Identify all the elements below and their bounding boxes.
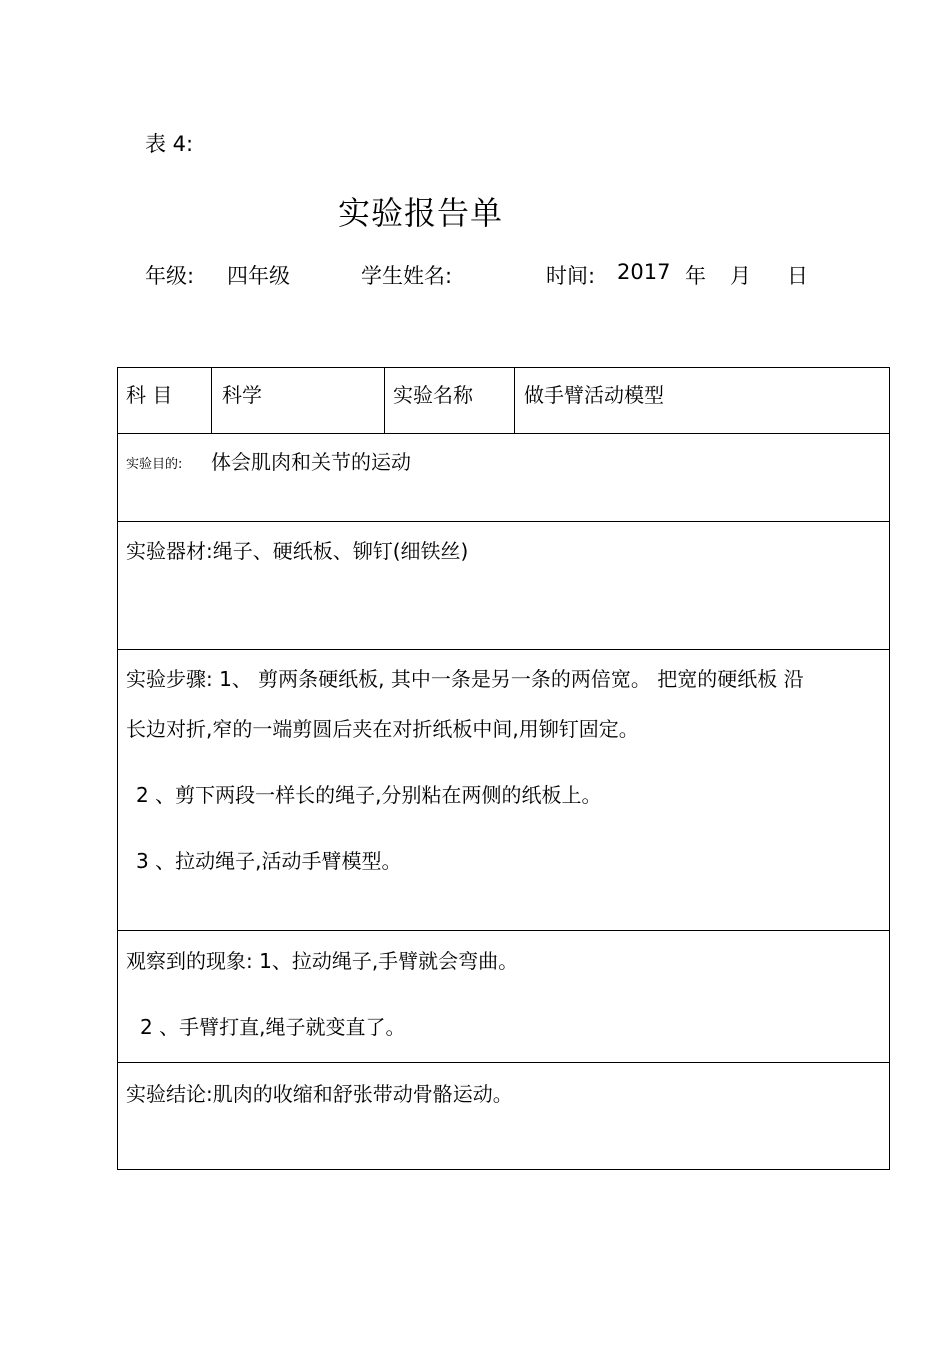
observation-line-2: 2 、手臂打直,绳子就变直了。: [140, 1015, 406, 1039]
day-unit: 日: [787, 264, 808, 288]
steps-line-2: 长边对折,窄的一端剪圆后夹在对折纸板中间,用铆钉固定。: [126, 717, 639, 741]
steps-line-3: 2 、剪下两段一样长的绳子,分别粘在两侧的纸板上。: [136, 783, 602, 807]
column-divider: [384, 368, 385, 434]
steps-line-4: 3 、拉动绳子,活动手臂模型。: [136, 849, 402, 873]
observation-line-1: 观察到的现象: 1、拉动绳子,手臂就会弯曲。: [126, 949, 519, 973]
year-value: 2017: [617, 260, 671, 284]
time-label: 时间:: [546, 264, 596, 288]
month-unit: 月: [730, 264, 751, 288]
column-divider: [514, 368, 515, 434]
conclusion-text: 实验结论:肌肉的收缩和舒张带动骨骼运动。: [126, 1082, 513, 1106]
report-table: [117, 367, 890, 1170]
table-number-label: 表 4:: [145, 132, 194, 156]
student-name-label: 学生姓名:: [361, 264, 453, 288]
purpose-value: 体会肌肉和关节的运动: [211, 450, 411, 474]
grade-label: 年级:: [145, 264, 195, 288]
steps-line-1: 实验步骤: 1、 剪两条硬纸板, 其中一条是另一条的两倍宽。 把宽的硬纸板 沿: [126, 667, 804, 691]
row-divider: [118, 649, 889, 650]
row-divider: [118, 433, 889, 434]
row-divider: [118, 521, 889, 522]
year-unit: 年: [685, 264, 706, 288]
row-divider: [118, 930, 889, 931]
subject-label: 科 目: [126, 383, 173, 407]
experiment-name-label: 实验名称: [393, 383, 473, 407]
column-divider: [211, 368, 212, 434]
grade-value: 四年级: [227, 264, 290, 288]
row-divider: [118, 1062, 889, 1063]
experiment-name-value: 做手臂活动模型: [524, 383, 664, 407]
materials-text: 实验器材:绳子、硬纸板、铆钉(细铁丝): [126, 539, 469, 563]
purpose-label: 实验目的:: [126, 457, 183, 472]
document-title: 实验报告单: [338, 194, 504, 232]
subject-value: 科学: [222, 383, 262, 407]
